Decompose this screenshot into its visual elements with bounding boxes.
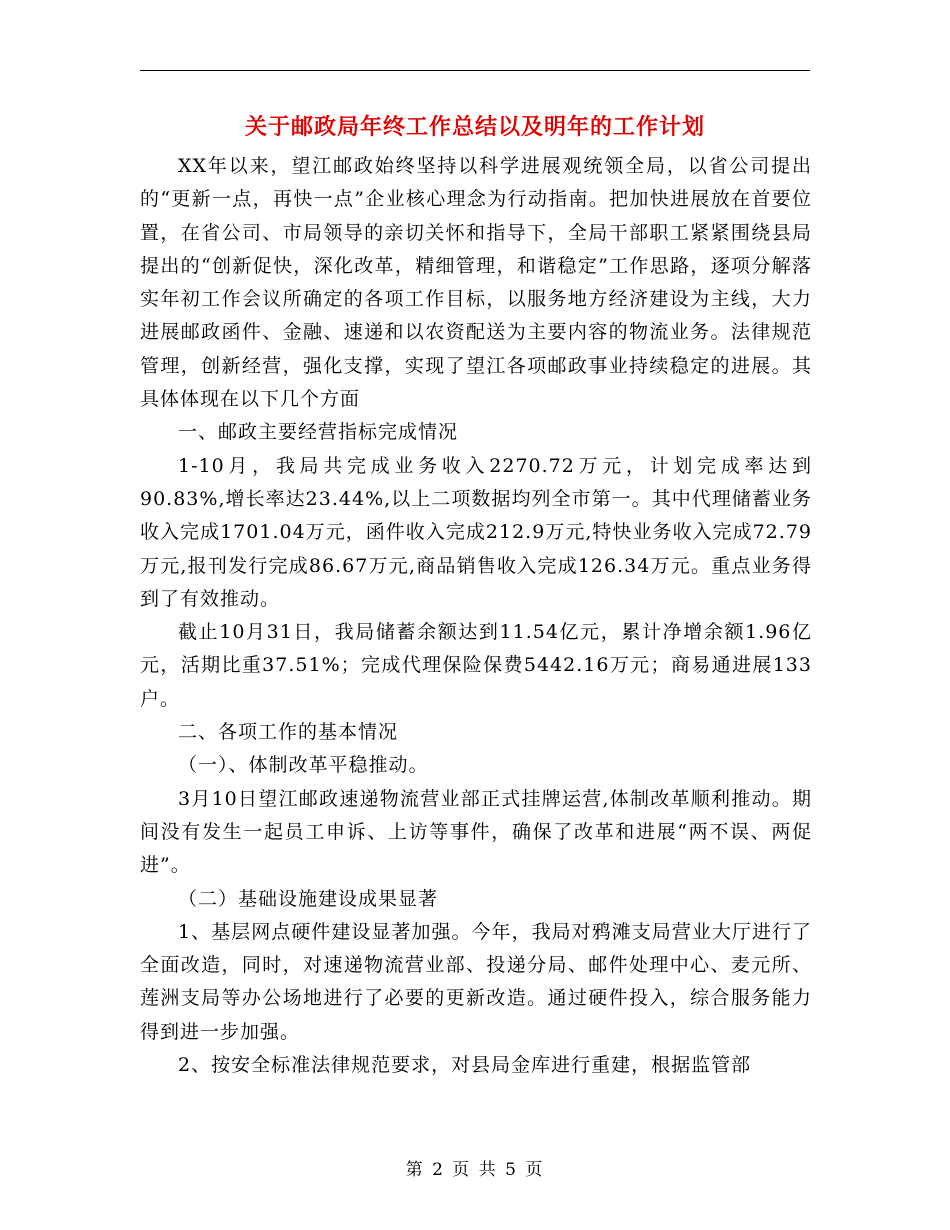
subsection-heading-2: （二）基础设施建设成果显著 [178,887,439,910]
intro-paragraph: XX年以来，望江邮政始终坚持以科学进展观统领全局，以省公司提出的“更新一点，再快一点”企业核心理念为行动指南。把加快进展放在首要位置，在省公司、市局领导的亲切关怀和指导下，全局干部职工紧紧围绕县局提出的“创新促快，深化改革，精细管理，和谐稳定”工作思路，逐项分解落实年初工作会议所确定的各项工作目标，以服务地方经济建设为主线，大力进展邮政函件、金融、速递和以农资配送为主要内容的物流业务。法律规范管理，创新经营，强化支撑，实现了望江各项邮政事业持续稳定的进展。其具体体现在以下几个方面 [140,155,812,411]
infrastructure-paragraph: 1、基层网点硬件建设显著加强。今年，我局对鸦滩支局营业大厅进行了全面改造，同时，对速递物流营业部、投递分局、邮件处理中心、麦元所、莲洲支局等办公场地进行了必要的更新改造。通过硬件投入，综合服务能力得到进一步加强。 [140,920,812,1043]
vault-paragraph: 2、按安全标准法律规范要求，对县局金库进行重建，根据监管部 [178,1054,752,1077]
section-heading-1: 一、邮政主要经营指标完成情况 [178,421,459,444]
page-number: 第 2 页 共 5 页 [405,1160,545,1180]
subsection-heading-1: （一）、体制改革平稳推动。 [178,754,429,777]
savings-paragraph: 截止10月31日，我局储蓄余额达到11.54亿元，累计净增余额1.96亿元，活期比重37.51%；完成代理保险保费5442.16万元；商易通进展133户。 [140,621,812,710]
section-heading-2: 二、各项工作的基本情况 [178,721,399,744]
document-body [140,150,812,1082]
header-rule [140,70,810,71]
document-title: 关于邮政局年终工作总结以及明年的工作计划 [244,115,705,140]
revenue-paragraph: 1-10月，我局共完成业务收入2270.72万元，计划完成率达到90.83%,增长率达23.44%,以上二项数据均列全市第一。其中代理储蓄业务收入完成1701.04万元，函件收入完成212.9万元,特快业务收入完成72.79万元,报刊发行完成86.67万元,商品销售收入完成126.34万元。重点业务得到了有效推动。 [140,454,812,610]
reform-paragraph: 3月10日望江邮政速递物流营业部正式挂牌运营,体制改革顺利推动。期间没有发生一起员工申诉、上访等事件，确保了改革和进展“两不误、两促进”。 [140,787,812,877]
